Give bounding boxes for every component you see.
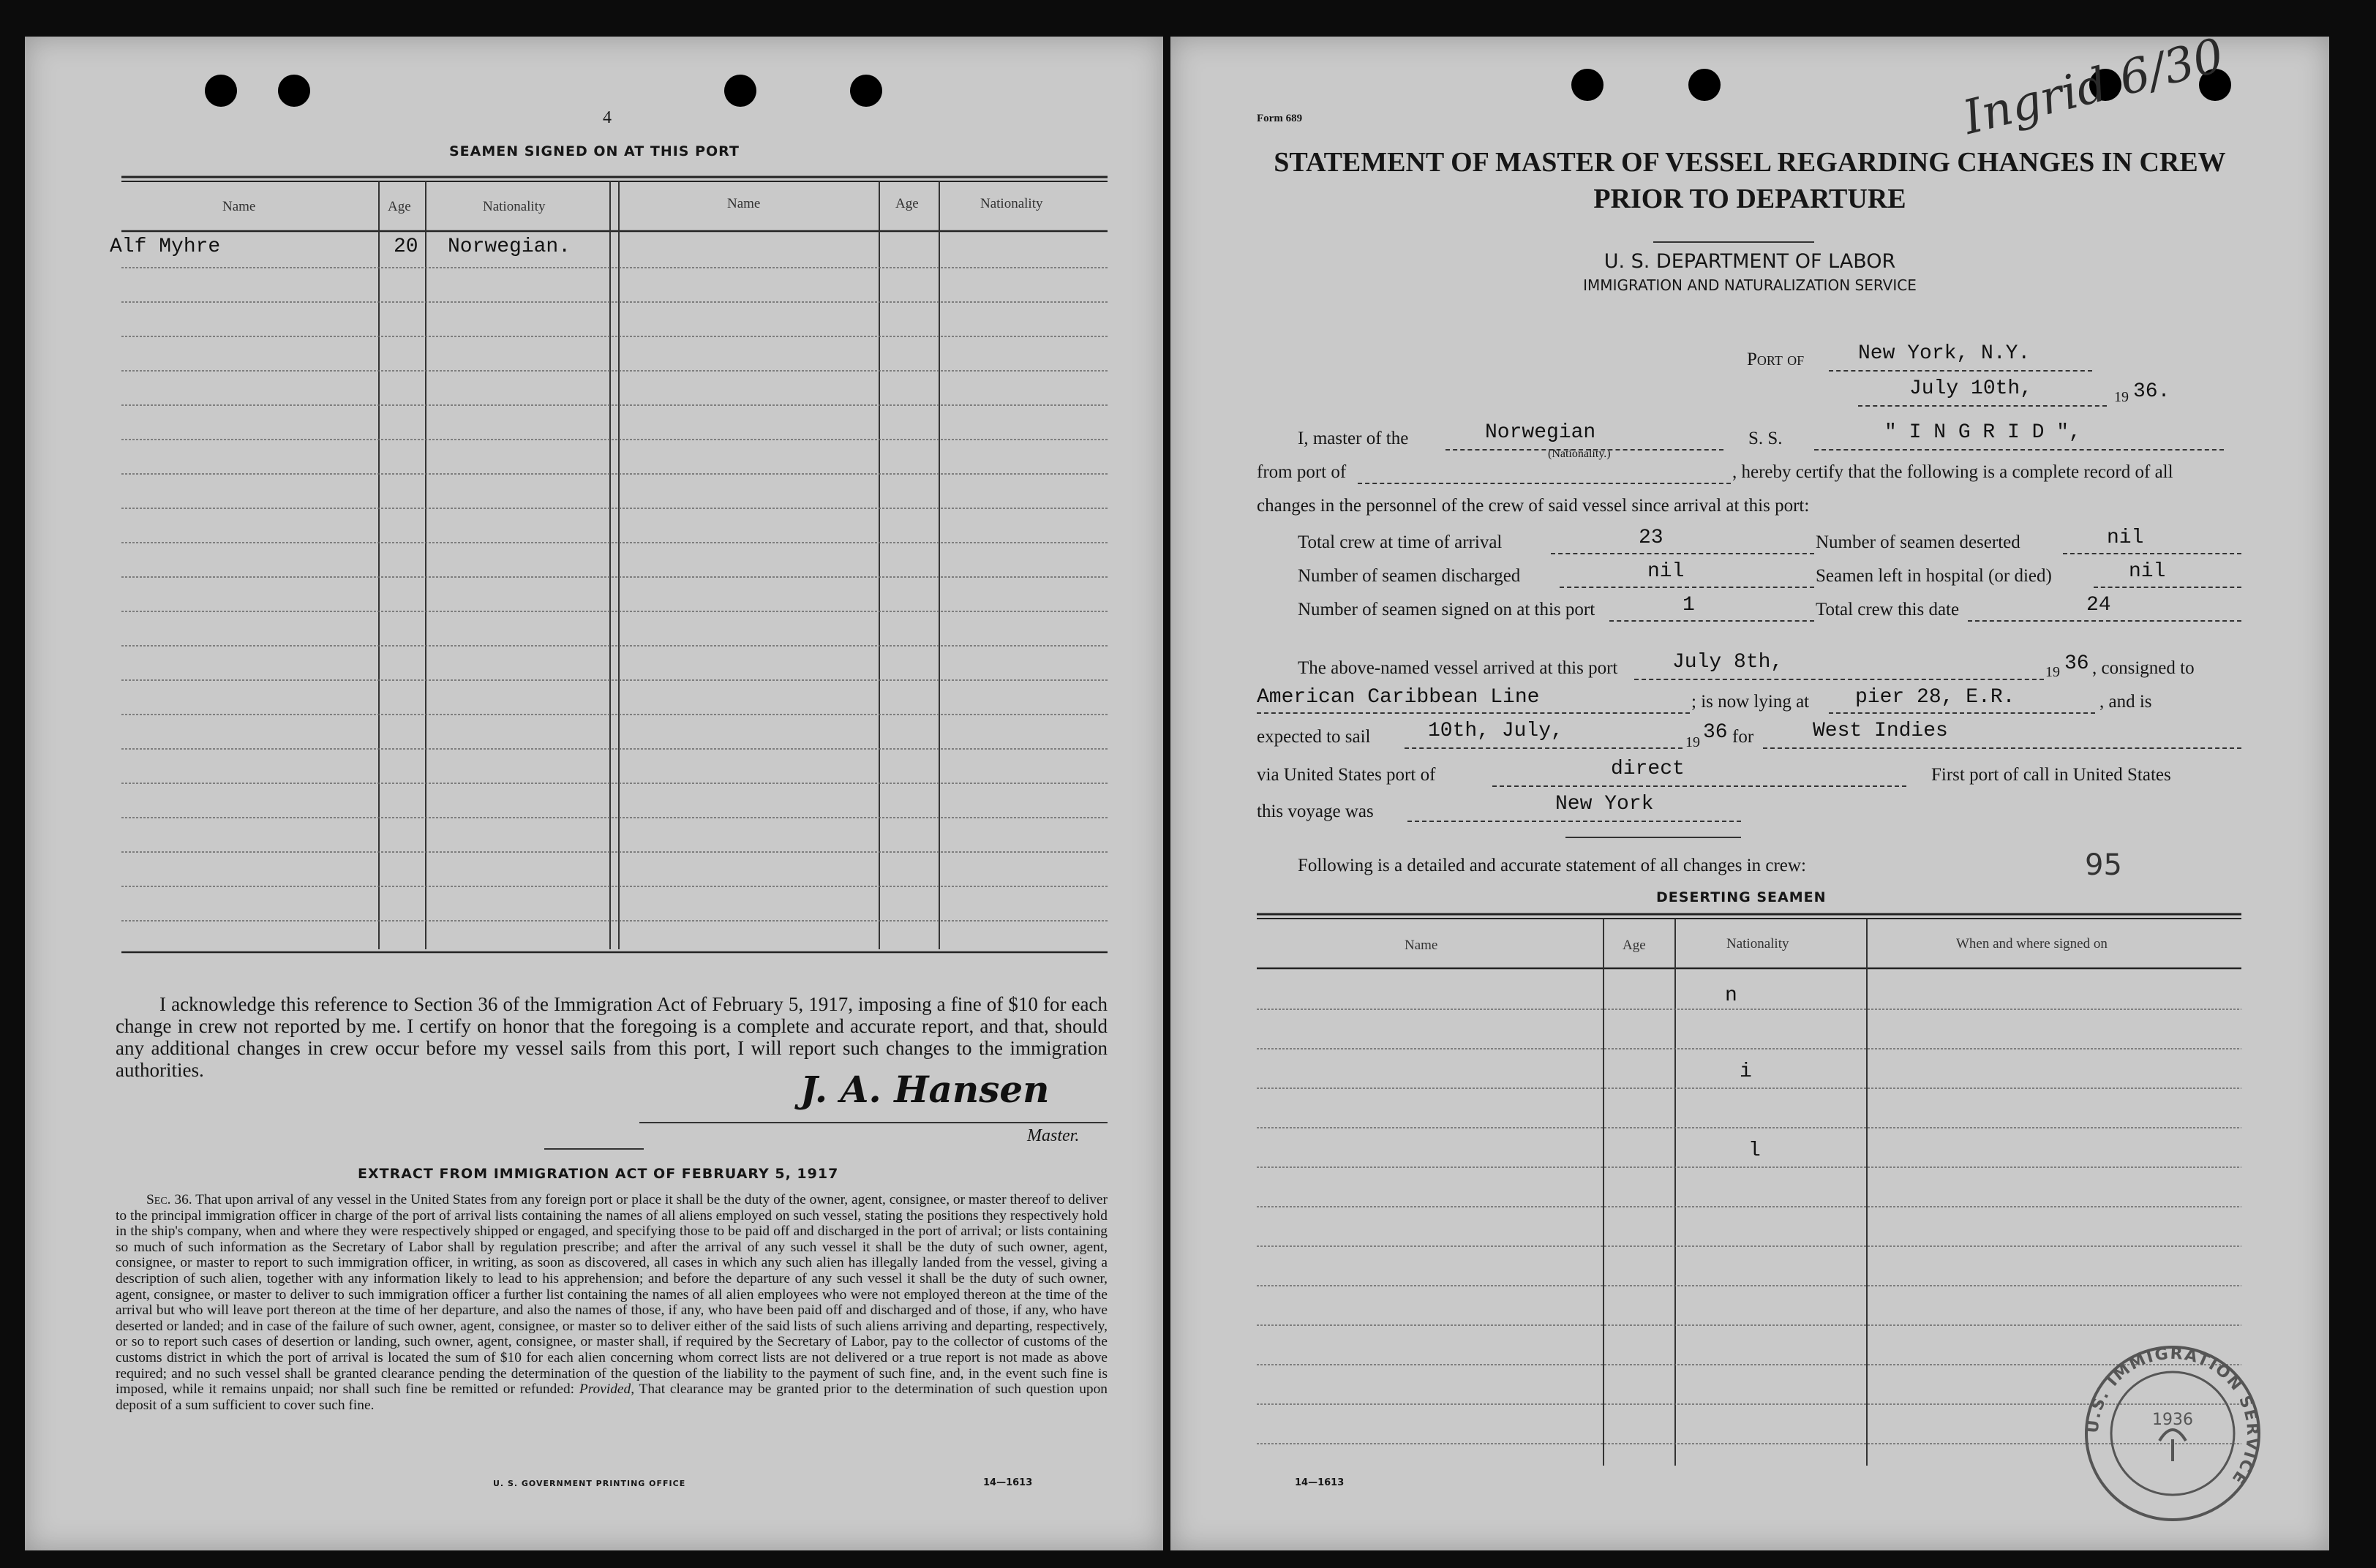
divider xyxy=(544,1148,644,1150)
consignee: American Caribbean Line xyxy=(1257,686,1540,709)
discharged-value: nil xyxy=(1647,560,1685,583)
deserting-header-age: Age xyxy=(1623,938,1646,953)
column-header-name-2: Name xyxy=(727,196,761,211)
vessel-name: " I N G R I D ", xyxy=(1884,421,2081,444)
via-label: via United States port of xyxy=(1257,765,1436,785)
acknowledgment-text: I acknowledge this reference to Section 36 of the Immigration Act of February 5, 1917, imposing a fine of $10 for each change in crew not reported by me. I certify on honor that the foregoing is a complete and accurate report, and that, should any additional changes in crew occur before my vessel sails from this port, I will report such changes to the immigration authorities. xyxy=(116,993,1108,1081)
department-name: U. S. DEPARTMENT OF LABOR xyxy=(1604,250,1896,273)
for-label: for xyxy=(1732,727,1754,747)
stamp-year: 1936 xyxy=(2152,1411,2193,1429)
nil-letter: i xyxy=(1740,1060,1752,1083)
signed-on-value: 1 xyxy=(1683,594,1695,617)
page-mark: 95 xyxy=(2085,848,2122,882)
seamen-table-grid xyxy=(25,37,1163,987)
signature-line xyxy=(639,1122,1108,1123)
extract-prefix: Sec. 36. xyxy=(146,1192,192,1207)
form-code-left: 14—1613 xyxy=(983,1477,1033,1488)
extract-proviso-label: Provided, xyxy=(579,1382,635,1398)
expected-label: expected to sail xyxy=(1257,727,1371,747)
total-crew-date-label: Total crew this date xyxy=(1816,600,1960,619)
stamp-text: U.S. IMMIGRATION SERVICE xyxy=(2083,1344,2262,1488)
deserted-value: nil xyxy=(2107,527,2144,549)
signature-caption: Master. xyxy=(1027,1126,1080,1145)
arrived-label: The above-named vessel arrived at this port xyxy=(1298,658,1618,678)
sail-date: 10th, July, xyxy=(1428,720,1563,742)
deserted-label: Number of seamen deserted xyxy=(1816,532,2020,552)
ss-label: S. S. xyxy=(1748,429,1783,448)
extract-proviso-text: That clearance may be granted prior to the determination of such question upon deposit of a sum sufficient to cover such fine. xyxy=(116,1382,1108,1413)
sail-year-prefix: 19 xyxy=(1685,734,1700,750)
left-page xyxy=(25,37,1163,1550)
lying-at-value: pier 28, E.R. xyxy=(1855,686,2015,709)
form-title-line2: PRIOR TO DEPARTURE xyxy=(1593,184,1906,214)
year-suffix: 36. xyxy=(2133,380,2170,403)
total-crew-arrival-label: Total crew at time of arrival xyxy=(1298,532,1503,552)
immigration-stamp xyxy=(2078,1338,2268,1529)
form-code-right: 14—1613 xyxy=(1295,1477,1345,1488)
extract-text xyxy=(116,1192,1108,1413)
nil-letter: n xyxy=(1725,984,1737,1007)
discharged-label: Number of seamen discharged xyxy=(1298,566,1521,586)
hospital-label: Seamen left in hospital (or died) xyxy=(1816,566,2052,586)
year-prefix: 19 xyxy=(2114,389,2129,405)
deserting-header-signed-on: When and where signed on xyxy=(1956,936,2108,951)
lying-at-label: ; is now lying at xyxy=(1691,692,1810,712)
nil-letter: l xyxy=(1748,1139,1761,1162)
voyage-label: this voyage was xyxy=(1257,802,1374,821)
first-port-label: First port of call in United States xyxy=(1931,765,2171,785)
handwritten-note: Ingrid 6/30 xyxy=(1958,29,2230,146)
printer-credit: U. S. GOVERNMENT PRINTING OFFICE xyxy=(493,1479,686,1488)
seaman-name: Alf Myhre xyxy=(110,235,221,258)
arrived-year-suffix: 36 xyxy=(2064,652,2089,675)
hospital-value: nil xyxy=(2129,560,2166,583)
master-of-label: I, master of the xyxy=(1298,429,1409,448)
total-crew-date-value: 24 xyxy=(2086,594,2111,617)
and-is-label: , and is xyxy=(2099,692,2152,712)
certify-text: , hereby certify that the following is a complete record of all xyxy=(1732,462,2173,482)
right-page xyxy=(1170,29,2329,1550)
sail-year-suffix: 36 xyxy=(1703,721,1728,744)
port-value: New York, N.Y. xyxy=(1858,342,2031,365)
extract-body: That upon arrival of any vessel in the United States from any foreign port or place it shall be the duty of the owner, agent, consignee, or master thereof to deliver to the principal immigration officer in charge of the port of arrival lists containing the names of all aliens employed on such vessel, stating the positions they respectively hold in the ship's company, when and where they were respectively shipped or engaged, and specifying those to be paid off and discharged in the port of arrival; or lists containing so much of such information as the Secretary of Labor shall by regulation prescribe; and after the arrival of any such vessel it shall be the duty of such owner, agent, consignee, or master to report to such immigration officer, in writing, as soon as discovered, all cases in which any such alien has illegally landed from the vessel, giving a description of such alien, together with any information likely to lead to his apprehension; and before the departure of any such vessel it shall be the duty of such owner, agent, consignee, or master to deliver to such immigration officer a further list containing the names of all alien employees who were not employed thereon at the time of the arrival but who will leave port thereon at the time of her departure, and also the names of those, if any, who have been paid off and discharged and of those, if any, who have deserted or landed; and in case of the failure of such owner, agent, consignee, or master so to deliver either of the said lists of such aliens arriving and departing, respectively, or so to report such cases of desertion or landing, such owner, agent, consignee, or master shall, if required by the Secretary of Labor, pay to the collector of customs of the customs district in which the port of arrival is located the sum of $10 for each alien concerning whom correct lists are not delivered or a true report is not made as above required; and no such vessel shall be granted clearance pending the determination of the question of the liability to the payment of such fine, and, in the event such fine is imposed, while it remains unpaid; nor shall such fine be remitted or refunded: xyxy=(116,1192,1108,1398)
extract-title: EXTRACT FROM IMMIGRATION ACT OF FEBRUARY 5, 1917 xyxy=(358,1166,839,1182)
date-value: July 10th, xyxy=(1909,377,2033,400)
first-port-value: New York xyxy=(1555,793,1654,815)
consigned-label: , consigned to xyxy=(2092,658,2195,678)
seaman-age: 20 xyxy=(394,235,418,258)
column-header-age-1: Age xyxy=(388,199,411,214)
column-header-name-1: Name xyxy=(222,199,256,214)
nationality-value: Norwegian xyxy=(1485,421,1596,444)
deserting-header-name: Name xyxy=(1405,938,1438,953)
total-crew-arrival-value: 23 xyxy=(1639,527,1663,549)
arrived-date: July 8th, xyxy=(1672,651,1783,674)
signed-on-label: Number of seamen signed on at this port xyxy=(1298,600,1595,619)
via-port: direct xyxy=(1611,758,1685,780)
section-title: SEAMEN SIGNED ON AT THIS PORT xyxy=(449,143,740,159)
master-signature: J. A. Hansen xyxy=(800,1068,1050,1111)
following-label: Following is a detailed and accurate statement of all changes in crew: xyxy=(1298,856,1806,875)
certify-text-2: changes in the personnel of the crew of said vessel since arrival at this port: xyxy=(1257,496,1810,516)
form-number: Form 689 xyxy=(1257,113,1303,124)
deserting-header-nationality: Nationality xyxy=(1726,936,1789,951)
page-number: 4 xyxy=(603,108,612,127)
deserting-table-grid xyxy=(1170,37,2329,1550)
arrived-year-prefix: 19 xyxy=(2045,664,2060,680)
port-label: Port of xyxy=(1747,350,1805,369)
service-name: IMMIGRATION AND NATURALIZATION SERVICE xyxy=(1583,276,1917,294)
nationality-caption: (Nationality.) xyxy=(1548,448,1611,460)
form-title-line1: STATEMENT OF MASTER OF VESSEL REGARDING CHANGES IN CREW xyxy=(1274,147,2226,178)
column-header-nationality-2: Nationality xyxy=(980,196,1043,211)
destination: West Indies xyxy=(1813,720,1948,742)
column-header-age-2: Age xyxy=(895,196,919,211)
column-header-nationality-1: Nationality xyxy=(483,199,546,214)
from-port-label: from port of xyxy=(1257,462,1347,482)
seaman-nationality: Norwegian. xyxy=(448,235,571,258)
deserting-title: DESERTING SEAMEN xyxy=(1656,889,1827,905)
